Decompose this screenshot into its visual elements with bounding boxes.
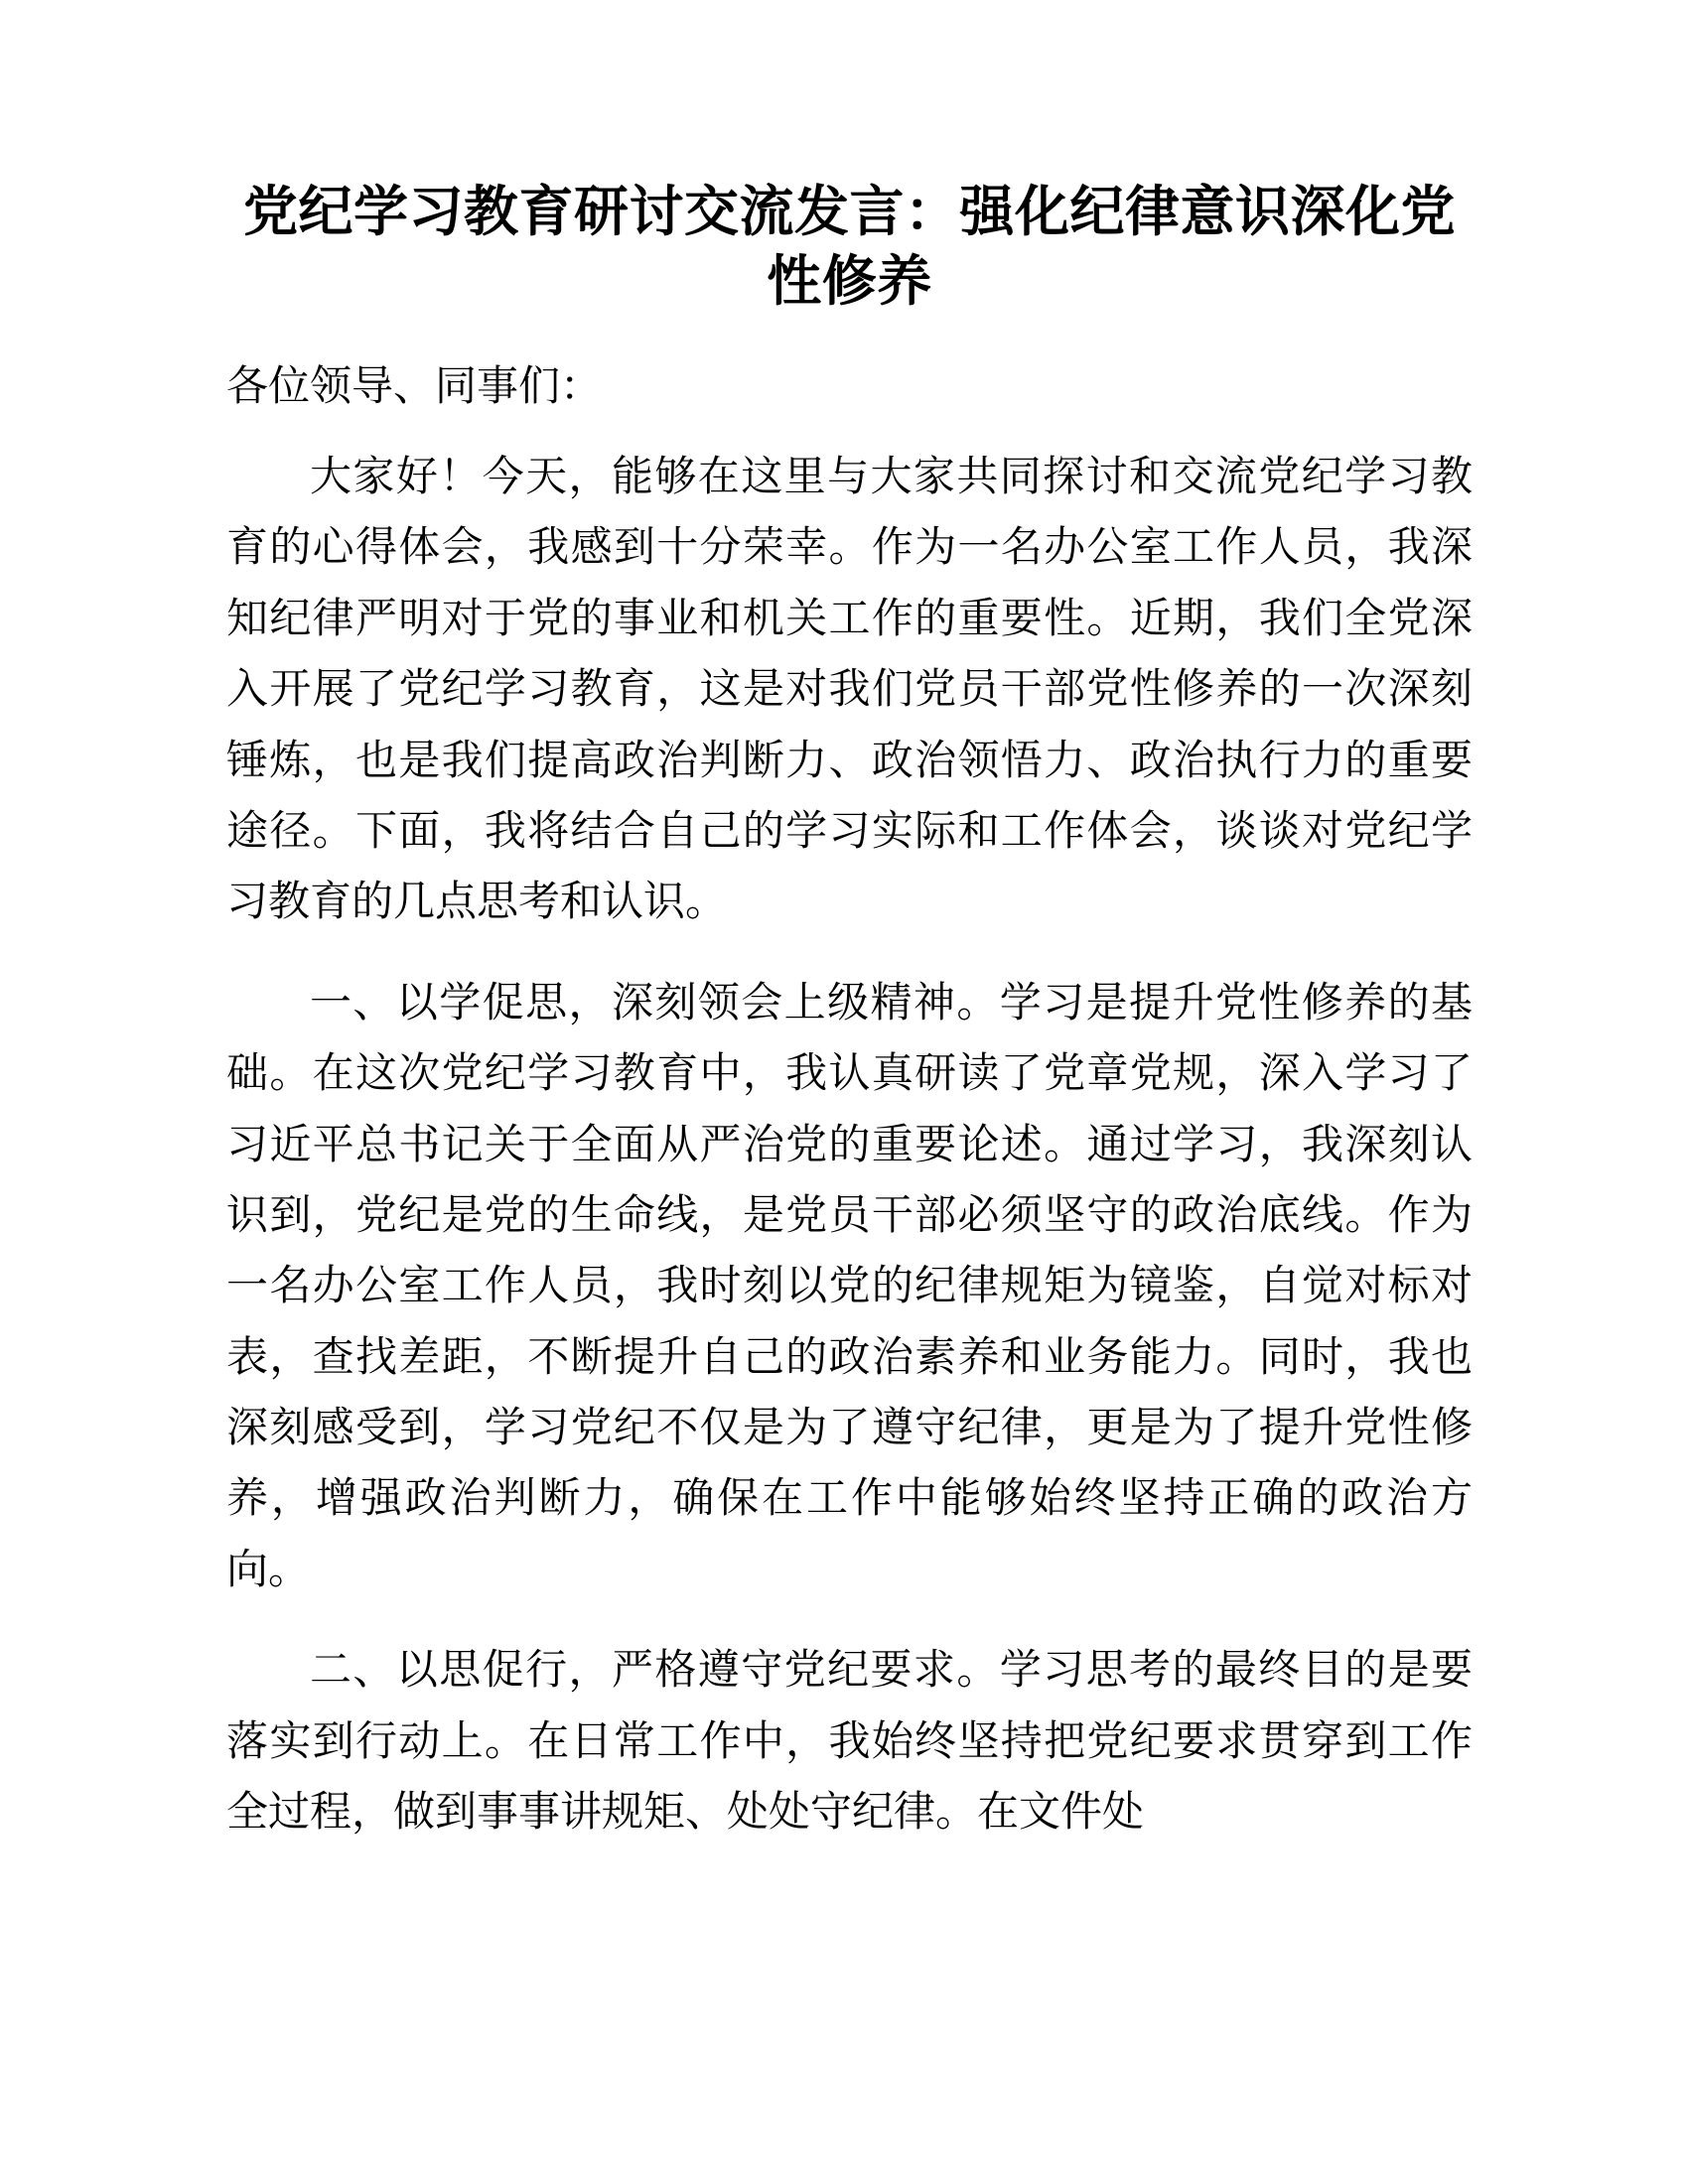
paragraph-section-one: 一、以学促思，深刻领会上级精神。学习是提升党性修养的基础。在这次党纪学习教育中，我认真研读了党章党规，深入学习了习近平总书记关于全面从严治党的重要论述。通过学习，我深刻认识到，党纪是党的生命线，是党员干部必须坚守的政治底线。作为一名办公室工作人员，我时刻以党的纪律规矩为镜鉴，自觉对标对表，查找差距，不断提升自己的政治素养和业务能力。同时，我也深刻感受到，学习党纪不仅是为了遵守纪律，更是为了提升党性修养，增强政治判断力，确保在工作中能够始终坚持正确的政治方向。 xyxy=(226,977,1473,1593)
paragraph-section-two: 二、以思促行，严格遵守党纪要求。学习思考的最终目的是要落实到行动上。在日常工作中，我始终坚持把党纪要求贯穿到工作全过程，做到事事讲规矩、处处守纪律。在文件处 xyxy=(226,1645,1473,1837)
page-title: 党纪学习教育研讨交流发言：强化纪律意识深化党性修养 xyxy=(242,180,1456,314)
salutation-line: 各位领导、同事们： xyxy=(226,360,603,410)
paragraph-intro: 大家好！今天，能够在这里与大家共同探讨和交流党纪学习教育的心得体会，我感到十分荣幸。作为一名办公室工作人员，我深知纪律严明对于党的事业和机关工作的重要性。近期，我们全党深入开展了党纪学习教育，这是对我们党员干部党性修养的一次深刻锤炼，也是我们提高政治判断力、政治领悟力、政治执行力的重要途径。下面，我将结合自己的学习实际和工作体会，谈谈对党纪学习教育的几点思考和认识。 xyxy=(226,452,1473,926)
document-body xyxy=(226,0,1473,1846)
